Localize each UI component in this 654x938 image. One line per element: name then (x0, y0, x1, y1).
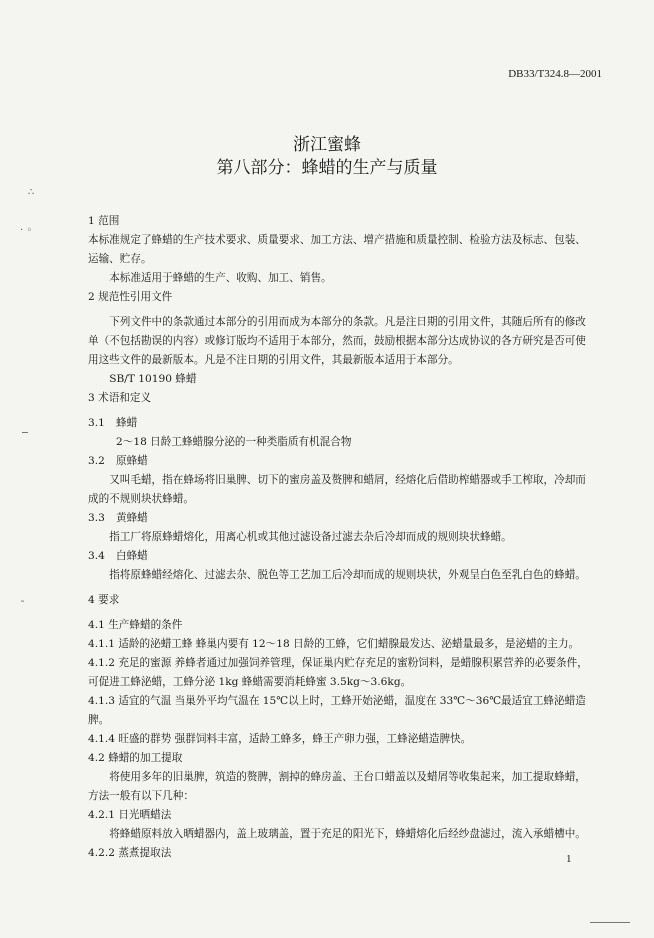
scan-mark-icon (22, 432, 28, 433)
document-subtitle: 第八部分：蜂蜡的生产与质量 (216, 158, 438, 178)
paragraph: 4.1.1 适龄的泌蜡工蜂 蜂巢内要有 12～18 日龄的工蜂，它们蜡腺最发达、泌蜡量最多，是泌蜡的主力。 (88, 638, 580, 650)
paragraph: 4.1.2 充足的蜜源 养蜂者通过加强饲养管理，保证巢内贮存充足的蜜粉饲料，是蜡腺积累营养的必要条件，可促进工蜂泌蜡，工蜂分泌 1kg 蜂蜡需要消耗蜂蜜 3.5kg～3.6kg。 (88, 657, 588, 688)
subsection-heading: 4.2.1 日光晒蜡法 (88, 809, 172, 821)
scan-rule-icon (590, 922, 630, 923)
subsection-heading: 4.1 生产蜂蜡的条件 (88, 619, 183, 631)
definition-term (88, 547, 588, 566)
paragraph: 4.1.4 旺盛的群势 强群饲料丰富，适龄工蜂多，蜂王产卵力强，工蜂泌蜡造脾快。 (88, 733, 472, 745)
paragraph: 下列文件中的条款通过本部分的引用而成为本部分的条款。凡是注日期的引用文件，其随后所有的修改单（不包括勘误的内容）或修订版均不适用于本部分，然而，鼓励根据本部分达成协议的各方研究是否可使用这些文件的最新版本。凡是不注日期的引用文件，其最新版本适用于本部分。 (88, 316, 586, 366)
paragraph: 4.1.3 适宜的气温 当巢外平均气温在 15℃以上时，工蜂开始泌蜡，温度在 33℃～36℃最适宜工蜂泌蜡造脾。 (88, 695, 586, 726)
section-heading: 3 术语和定义 (88, 392, 152, 404)
definition-term (88, 452, 588, 471)
document-title: 浙江蜜蜂 (293, 135, 361, 155)
definition-text: 2～18 日龄工蜂蜡腺分泌的一种类脂质有机混合物 (116, 436, 352, 448)
definition-term-text: 白蜂蜡 (116, 550, 148, 562)
definition-text: 指将原蜂蜡经熔化、过滤去杂、脱色等工艺加工后冷却而成的规则块状，外观呈白色至乳白色的蜂蜡。 (109, 569, 586, 581)
definition-term (88, 414, 588, 433)
definition-text: 指工厂将原蜂蜡熔化，用离心机或其他过滤设备过滤去杂后冷却而成的规则块状蜂蜡。 (109, 531, 512, 543)
definition-term-text: 蜂蜡 (116, 417, 138, 429)
definition-term (88, 509, 588, 528)
subsection-heading: 4.2 蜂蜡的加工提取 (88, 752, 183, 764)
definition-number: 3.4 (88, 550, 105, 562)
paragraph: 将蜂蜡原料放入晒蜡器内，盖上玻璃盖，置于充足的阳光下，蜂蜡熔化后经纱盘滤过，流入承蜡槽中。 (109, 828, 586, 840)
section-heading: 4 要求 (88, 594, 120, 606)
reference-item: SB/T 10190 蜂蜡 (109, 373, 197, 385)
paragraph: 本标准规定了蜂蜡的生产技术要求、质量要求、加工方法、增产措施和质量控制、检验方法及标志、包装、运输、贮存。 (88, 234, 586, 265)
scan-mark-icon: · ◦ (20, 225, 33, 236)
paragraph: 本标准适用于蜂蜡的生产、收购、加工、销售。 (109, 272, 332, 284)
document-body (88, 212, 588, 863)
definition-number: 3.2 (88, 455, 105, 467)
definition-number: 3.3 (88, 512, 105, 524)
definition-term-text: 原蜂蜡 (116, 455, 148, 467)
paragraph: 将使用多年的旧巢脾，筑造的赘脾，割掉的蜂房盖、王台口蜡盖以及蜡屑等收集起来，加工提取蜂蜡，方法一般有以下几种： (88, 771, 586, 802)
section-heading: 2 规范性引用文件 (88, 291, 173, 303)
definition-number: 3.1 (88, 417, 105, 429)
definition-text: 又叫毛蜡，指在蜂场将旧巢脾、切下的蜜房盖及赘脾和蜡屑，经熔化后借助榨蜡器或手工榨取，冷却而成的不规则块状蜂蜡。 (88, 474, 586, 505)
definition-term-text: 黄蜂蜡 (116, 512, 148, 524)
scan-mark-icon: ∴ (28, 187, 35, 198)
page-number: 1 (566, 853, 572, 865)
scan-mark-icon: ˜ (20, 600, 25, 611)
subsection-heading: 4.2.2 蒸煮提取法 (88, 847, 172, 859)
document-code: DB33/T324.8—2001 (508, 68, 602, 80)
section-heading: 1 范围 (88, 215, 120, 227)
